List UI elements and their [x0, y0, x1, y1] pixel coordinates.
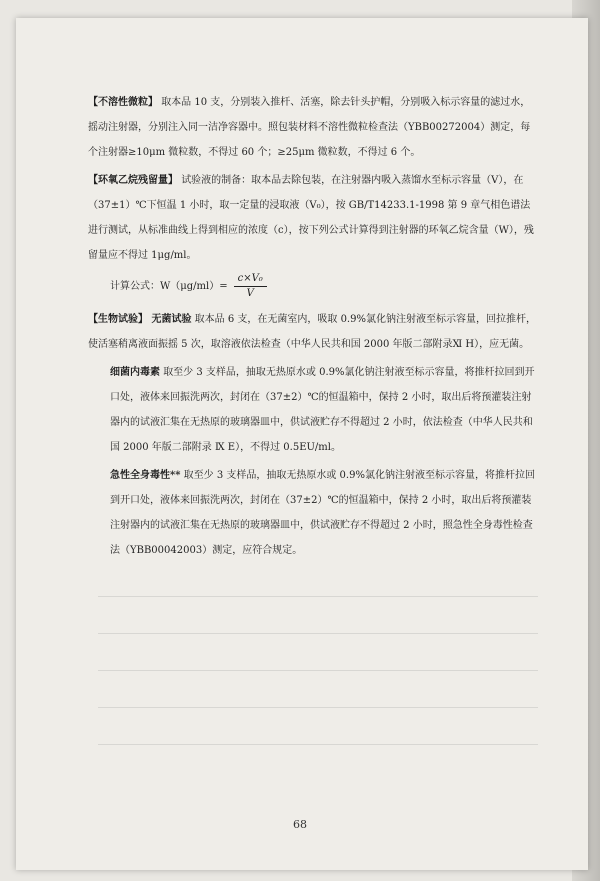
sterility-test-heading: 【生物试验】 无菌试验: [88, 314, 192, 325]
ethylene-oxide-text: 试验液的制备：取本品去除包装，在注射器内吸入蒸馏水至标示容量（V），在（37±1）℃下恒温 1 小时，取一定量的浸取液（V₀），按 GB/T14233.1-1998 第 9 章气相色谱法进行测试，从标准曲线上得到相应的浓度（c），按下列公式计算得到注射器的环氧乙烷含量（W），残留量应不得过 1μg/ml。: [88, 175, 534, 261]
formula-fraction: [234, 272, 267, 301]
ethylene-oxide-heading: 【环氧乙烷残留量】: [88, 175, 178, 186]
insoluble-particles-heading: 【不溶性微粒】: [88, 97, 158, 108]
sterility-test-paragraph: [88, 307, 540, 357]
formula-numerator: c×V₀: [234, 272, 267, 287]
systemic-toxicity-text: 取至少 3 支样品，抽取无热原水或 0.9%氯化钠注射液至标示容量，将推杆拉回到开口处，液体来回振洗两次，封闭在（37±2）℃的恒温箱中，保持 2 小时，取出后将预灌装注射器内的试液汇集在无热原的玻璃器皿中，供试液贮存不得超过 2 小时，照急性全身毒性检查法（YBB00042003）测定，应符合规定。: [110, 470, 535, 556]
page-number: 68: [293, 818, 307, 831]
insoluble-particles-paragraph: [88, 90, 540, 165]
formula-denominator: V: [246, 288, 254, 299]
endotoxin-heading: 细菌内毒素: [110, 367, 160, 378]
ethylene-oxide-paragraph: [88, 168, 540, 268]
page-content: [88, 90, 540, 566]
formula-label: 计算公式：W（μg/ml）=: [110, 281, 228, 292]
insoluble-particles-text: 取本品 10 支，分别装入推杆、活塞，除去针头护帽，分别吸入标示容量的滤过水，摇动注射器，分别注入同一洁净容器中。照包装材料不溶性微粒检查法（YBB00272004）测定，每个注射器≥10μm 微粒数，不得过 60 个；≥25μm 微粒数，不得过 6 个。: [88, 97, 531, 158]
endotoxin-text: 取至少 3 支样品，抽取无热原水或 0.9%氯化钠注射液至标示容量，将推杆拉回到开口处，液体来回振洗两次，封闭在（37±2）℃的恒温箱中，保持 2 小时，取出后将预灌装注射器内的试液汇集在无热原的玻璃器皿中，供试液贮存不得超过 2 小时，依法检查（中华人民共和国 2000 年版二部附录 Ⅸ E），不得过 0.5EU/ml。: [110, 367, 535, 453]
sterility-test-text: 取本品 6 支，在无菌室内，吸取 0.9%氯化钠注射液至标示容量，回拉推杆，使活塞稍离液面振摇 5 次，取溶液依法检查（中华人民共和国 2000 年版二部附录Ⅺ H），应无菌。: [88, 314, 536, 350]
calculation-formula: [110, 272, 540, 301]
reverse-side-bleed-through: [98, 560, 538, 790]
endotoxin-paragraph: [88, 360, 540, 460]
systemic-toxicity-paragraph: [88, 463, 540, 563]
systemic-toxicity-heading: 急性全身毒性**: [110, 470, 181, 481]
